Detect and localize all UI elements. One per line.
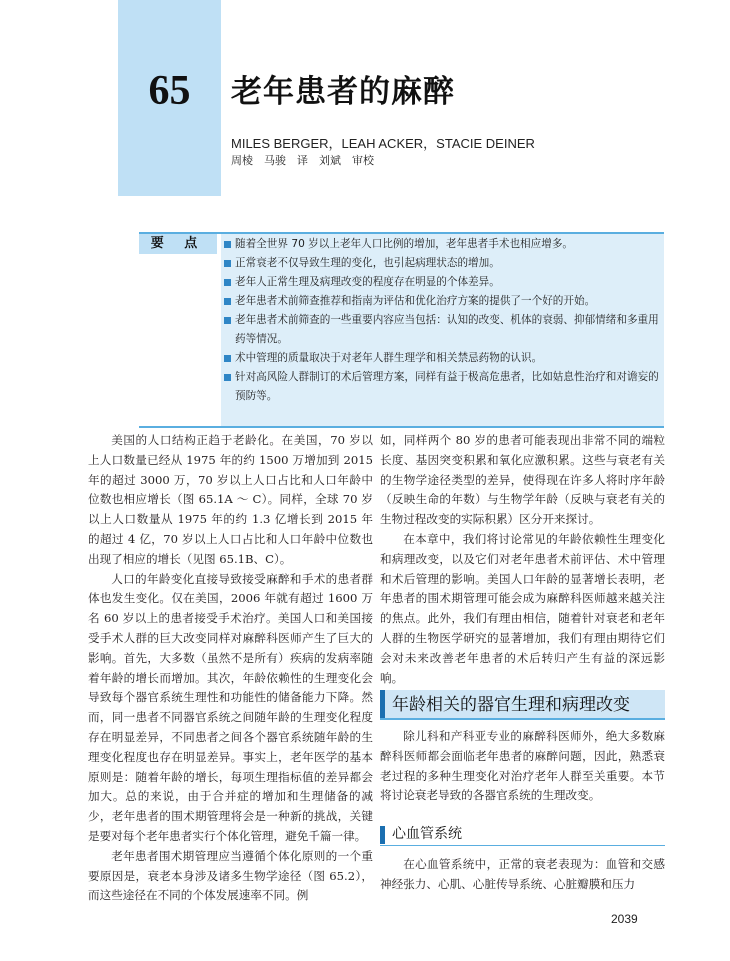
square-bullet-icon xyxy=(224,355,231,362)
keypoint-item xyxy=(223,254,663,273)
keypoint-text: 老年患者术前筛查推荐和指南为评估和优化治疗方案的提供了一个好的开始。 xyxy=(235,295,596,307)
keypoint-text: 老年人正常生理及病理改变的程度存在明显的个体差异。 xyxy=(235,276,500,288)
body-paragraph: 老年患者围术期管理应当遵循个体化原则的一个重要原因是，衰老本身涉及诸多生物学途径（图 65.2），而这些途径在不同的个体发展速率不同。例 xyxy=(88,848,373,903)
chapter-translators: 周棱 马骏 译 刘斌 审校 xyxy=(231,154,374,167)
left-column xyxy=(88,431,373,906)
keypoint-text: 老年患者术前筛查的一些重要内容应当包括：认知的改变、机体的衰弱、抑郁情绪和多重用药等情况。 xyxy=(235,314,659,345)
section-heading-text: 年龄相关的器官生理和病理改变 xyxy=(392,695,630,715)
keypoint-text: 术中管理的质量取决于对老年人群生理学和相关禁忌药物的认识。 xyxy=(235,352,543,364)
chapter-number: 65 xyxy=(148,68,191,114)
body-paragraph: 如，同样两个 80 岁的患者可能表现出非常不同的端粒长度、基因突变积累和氧化应激积累。这些与衰老有关的生物学途径类型的差异，使得现在许多人将时序年龄（反映生命的年数）与生物学年龄（反映与衰老有关的生物过程改变的实际积累）区分开来探讨。 xyxy=(380,433,665,527)
keypoints-list xyxy=(223,235,663,406)
keypoint-item xyxy=(223,368,663,406)
chapter-authors: MILES BERGER，LEAH ACKER，STACIE DEINER xyxy=(231,136,535,151)
right-column-lower xyxy=(380,727,665,806)
sub-heading-text: 心血管系统 xyxy=(392,826,462,842)
body-paragraph: 除儿科和产科亚专业的麻醉科医师外，绝大多数麻醉科医师都会面临老年患者的麻醉问题，因此，熟悉衰老过程的多种生理变化对治疗老年人群至关重要。本节将讨论衰老导致的各器官系统的生理改变。 xyxy=(380,729,665,803)
square-bullet-icon xyxy=(224,298,231,305)
square-bullet-icon xyxy=(224,279,231,286)
square-bullet-icon xyxy=(224,374,231,381)
page-number: 2039 xyxy=(611,912,638,926)
sub-heading xyxy=(380,824,665,846)
keypoint-item xyxy=(223,311,663,349)
keypoint-text: 正常衰老不仅导致生理的变化，也引起病理状态的增加。 xyxy=(235,257,500,269)
heading-accent-bar xyxy=(380,690,385,718)
keypoint-item xyxy=(223,349,663,368)
right-column xyxy=(380,431,665,688)
keypoints-label: 要 点 xyxy=(139,234,217,254)
subheading-accent-bar xyxy=(380,826,385,844)
body-paragraph: 在心血管系统中，正常的衰老表现为：血管和交感神经张力、心肌、心脏传导系统、心脏瓣膜和压力 xyxy=(380,857,665,891)
body-paragraph: 在本章中，我们将讨论常见的年龄依赖性生理变化和病理改变，以及它们对老年患者术前评估、术中管理和术后管理的影响。美国人口年龄的显著增长表明，老年患者的围术期管理可能会成为麻醉科医师越来越关注的焦点。此外，我们有理由相信，随着针对衰老和老年人群的生物医学研究的显著增加，我们有理由期待它们会对未来改善老年患者的术后转归产生有益的深远影响。 xyxy=(380,531,665,685)
square-bullet-icon xyxy=(224,260,231,267)
chapter-title: 老年患者的麻醉 xyxy=(231,74,455,110)
right-column-bottom xyxy=(380,855,665,895)
keypoint-text: 针对高风险人群制订的术后管理方案，同样有益于极高危患者，比如姑息性治疗和对谵妄的预防等。 xyxy=(235,371,659,402)
body-paragraph: 人口的年龄变化直接导致接受麻醉和手术的患者群体也发生变化。仅在美国，2006 年就有超过 1600 万名 60 岁以上的患者接受手术治疗。美国人口和美国接受手术人群的巨大改变同样对麻醉科医师产生了巨大的影响。首先，大多数（虽然不是所有）疾病的发病率随着年龄的增长而增加。其次，年龄依赖性的生理变化会导致每个器官系统生理性和功能性的储备能力下降。然而，同一患者不同器官系统之间随年龄的生理变化程度存在明显差异，不同患者之间各个器官系统随年龄的生理变化程度也存在明显差异。事实上，老年医学的基本原则是：随着年龄的增长，每项生理指标值的差异都会加大。总的来说，由于合并症的增加和生理储备的减少，老年患者的围术期管理将会是一种新的挑战，关键是要对每个老年患者实行个体化管理，避免千篇一律。 xyxy=(88,571,373,843)
square-bullet-icon xyxy=(224,241,231,248)
section-heading xyxy=(380,690,665,720)
square-bullet-icon xyxy=(224,317,231,324)
keypoint-item xyxy=(223,292,663,311)
keypoint-item xyxy=(223,235,663,254)
keypoint-text: 随着全世界 70 岁以上老年人口比例的增加，老年患者手术也相应增多。 xyxy=(235,238,574,250)
keypoint-item xyxy=(223,273,663,292)
body-paragraph: 美国的人口结构正趋于老龄化。在美国，70 岁以上人口数量已经从 1975 年的约 1500 万增加到 2015 年的超过 3000 万，70 岁以上人口占比和人口年龄中位数也相应增长（图 65.1A ～ C）。同样，全球 70 岁以上人口数量从 1975 年的约 1.3 亿增长到 2015 年的超过 4 亿，70 岁以上人口占比和人口年龄中位数也出现了相应的增长（见图 65.1B、C）。 xyxy=(88,433,373,566)
